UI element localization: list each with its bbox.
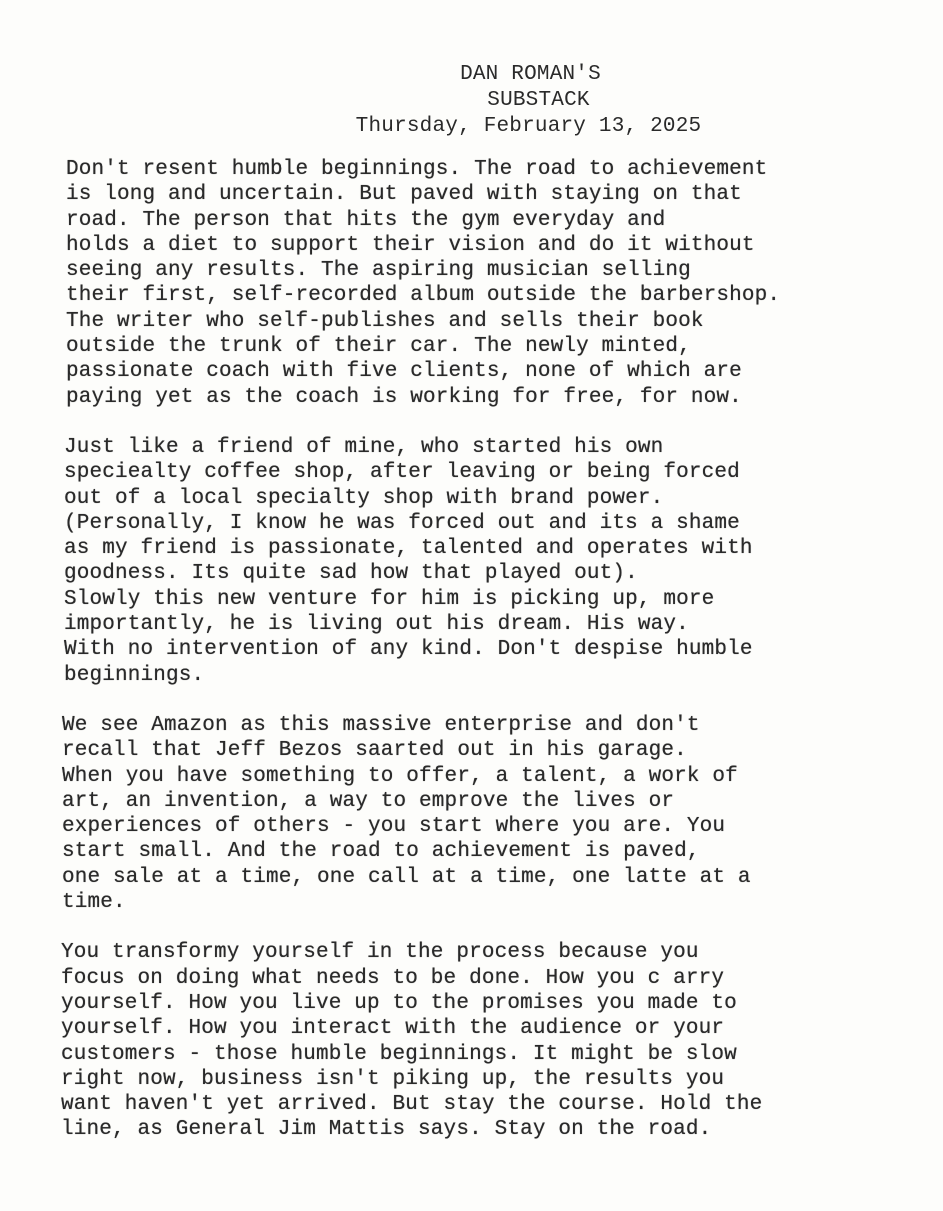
article-body <box>61 157 916 1168</box>
paragraph-1 <box>66 157 916 410</box>
header-publication: SUBSTACK <box>487 89 590 112</box>
header-author: DAN ROMAN'S <box>460 63 601 86</box>
text-line: You transformy yourself in the process because you <box>61 941 699 965</box>
text-line: time. <box>62 891 126 915</box>
page-header <box>0 62 943 140</box>
text-line: beginnings. <box>64 663 205 687</box>
text-line: yourself. How you interact with the audience or your <box>61 1017 725 1041</box>
paragraph-3 <box>62 713 916 915</box>
text-line: customers - those humble beginnings. It might be slow <box>61 1042 737 1066</box>
text-line: right now, business isn't piking up, the results you <box>61 1067 725 1091</box>
text-line: paying yet as the coach is working for free, for now. <box>66 385 742 409</box>
text-line: speciealty coffee shop, after leaving or being forced <box>64 461 740 485</box>
text-line: out of a local specialty shop with brand power. <box>64 486 664 510</box>
text-line: line, as General Jim Mattis says. Stay on the road. <box>61 1118 712 1142</box>
paragraph-2 <box>64 435 916 688</box>
text-line: Just like a friend of mine, who started his own <box>64 435 664 459</box>
header-date: Thursday, February 13, 2025 <box>355 115 702 138</box>
paragraph-4 <box>61 940 916 1142</box>
text-line: Don't resent humble beginnings. The road to achievement <box>66 158 768 181</box>
text-line: holds a diet to support their vision and do it without <box>66 233 755 257</box>
text-line: experiences of others - you start where you are. You <box>62 815 726 839</box>
text-line: outside the trunk of their car. The newly minted, <box>66 335 691 359</box>
text-line: as my friend is passionate, talented and operates with <box>64 537 753 561</box>
text-line: want haven't yet arrived. But stay the course. Hold the <box>61 1093 763 1117</box>
text-line: art, an invention, a way to emprove the lives or <box>62 789 675 813</box>
text-line: is long and uncertain. But paved with staying on that <box>66 183 742 207</box>
text-line: passionate coach with five clients, none of which are <box>66 360 742 384</box>
text-line: importantly, he is living out his dream. His way. <box>64 613 689 637</box>
text-line: With no intervention of any kind. Don't despise humble <box>64 638 753 662</box>
text-line: Slowly this new venture for him is picking up, more <box>64 587 715 611</box>
text-line: focus on doing what needs to be done. How you c arry <box>61 966 725 990</box>
text-line: When you have something to offer, a talent, a work of <box>62 764 738 788</box>
text-line: seeing any results. The aspiring musician selling <box>66 259 691 283</box>
text-line: start small. And the road to achievement is paved, <box>62 840 700 864</box>
text-line: yourself. How you live up to the promises you made to <box>61 991 737 1015</box>
text-line: their first, self-recorded album outside the barbershop. <box>66 284 781 308</box>
text-line: We see Amazon as this massive enterprise and don't <box>62 713 700 737</box>
text-line: (Personally, I know he was forced out and its a shame <box>64 511 740 535</box>
text-line: recall that Jeff Bezos saarted out in his garage. <box>62 739 687 763</box>
text-line: one sale at a time, one call at a time, one latte at a <box>62 865 751 889</box>
text-line: The writer who self-publishes and sells their book <box>66 309 704 333</box>
text-line: road. The person that hits the gym everyday and <box>66 208 666 232</box>
text-line: goodness. Its quite sad how that played out). <box>64 562 638 586</box>
